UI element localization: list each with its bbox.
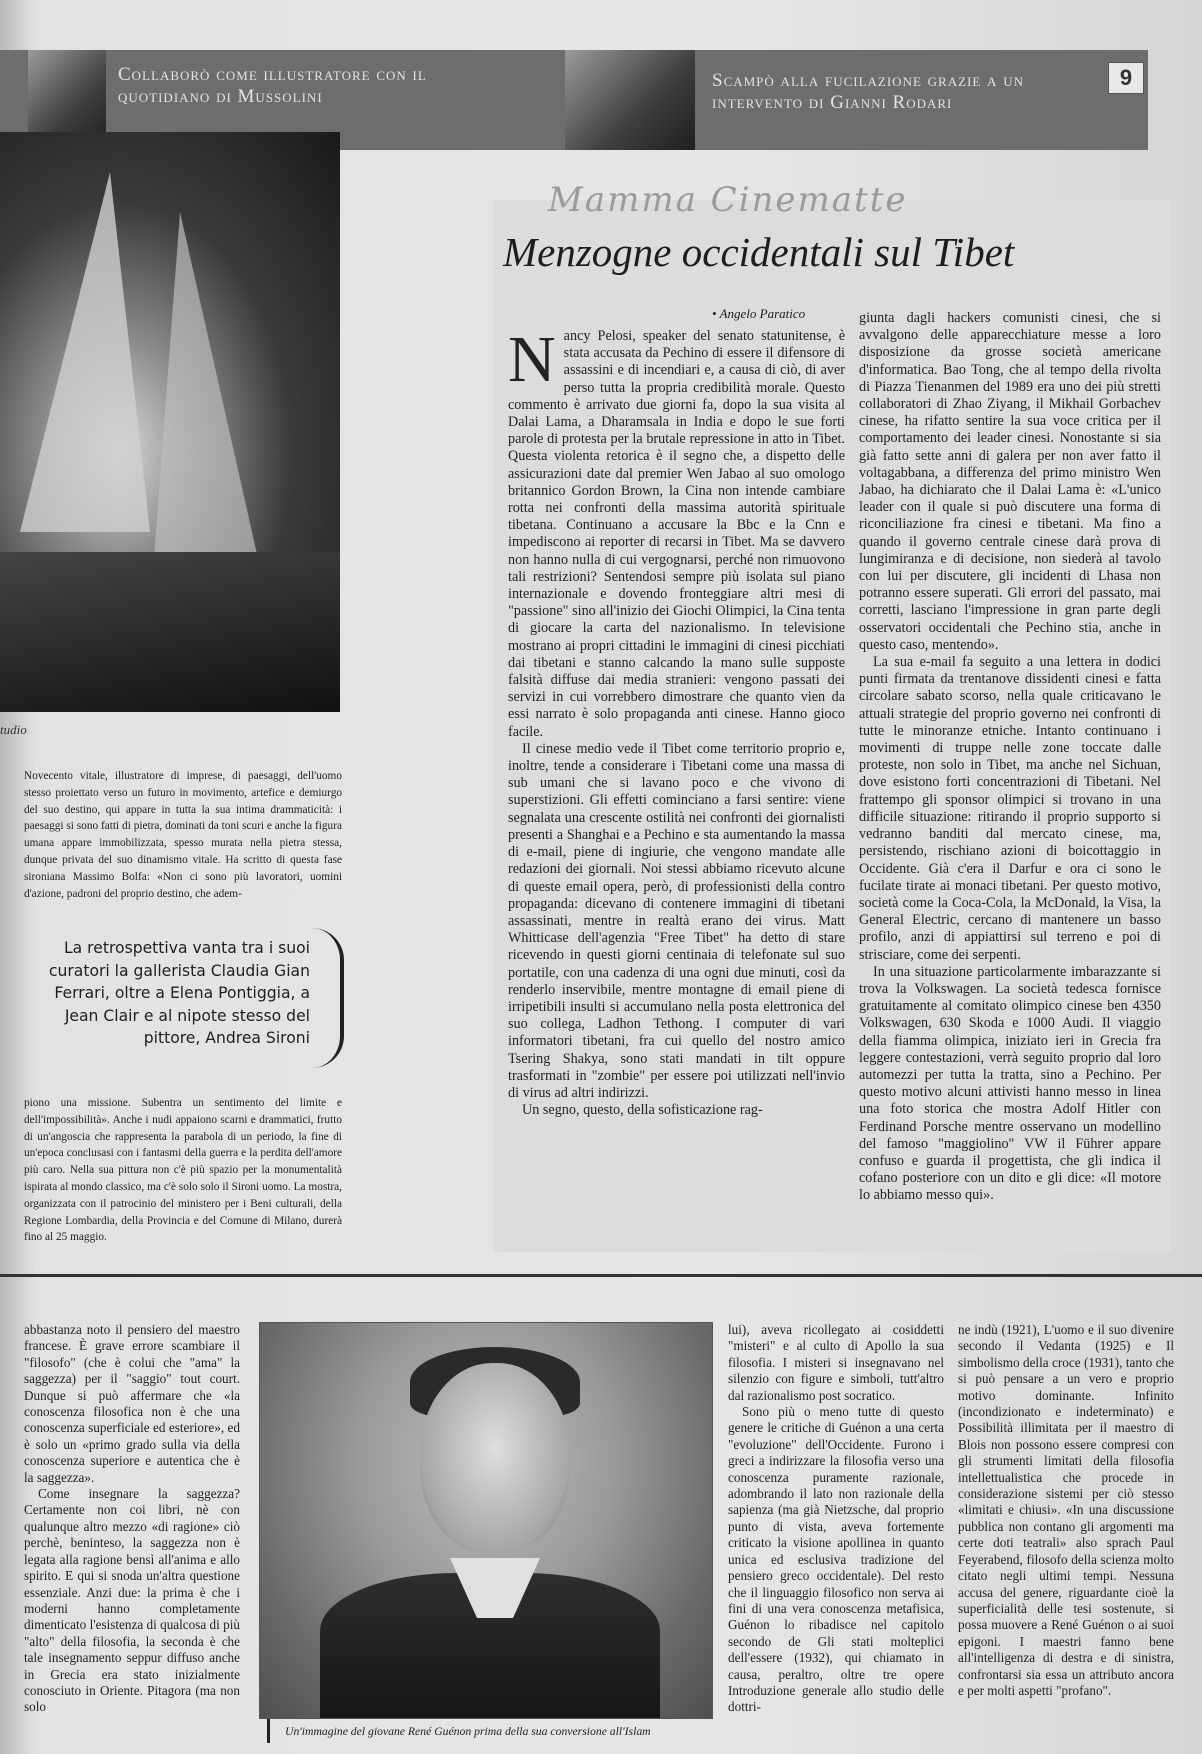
paragraph: abbastanza noto il pensiero del maestro francese. È grave errore scambiare il "filosofo" (che è colui che "ama" la saggezza) per il "saggio" tout court. Dunque si può affermare che «la conoscenza filosofica non è che una conoscenza superficiale ed esteriore», ed è solo un «primo grado sulla via della conoscenza superiore e autentica che è la saggezza». (24, 1322, 240, 1485)
pull-quote-brace (312, 928, 344, 1068)
article-headline: Menzogne occidentali sul Tibet (503, 229, 1015, 275)
guenon-column-3 (958, 1322, 1174, 1742)
paragraph: Nancy Pelosi, speaker del senato statunitense, è stata accusata da Pechino di essere il difensore di assassini e di incendiari e, a causa di ciò, di aver perso tutta la propria credibilità morale. Questo commento è arrivato due giorni fa, dopo la sua visita al Dalai Lama, a Dharamsala in India e dopo le sue forti parole di protesta per la brutale repressione in atto in Tibet. Questa violenta retorica è il segno che, a dispetto delle assicurazioni date dal premier Wen Jabao al suo omologo britannico Gordon Brown, la Cina non intende cambiare rotta nei confronti della massima autorità spirituale tibetana. Continuano a accusare la Bbc e la Cnn e impediscono ai reporter di recarsi in Tibet. Ma se davvero non hanno nulla di cui vergognarsi, perché non rimuovono tali restrizioni? Sentendosi sempre più isolata sul piano internazionale e dovendo fronteggiare altri mesi di "passione" sino all'inizio dei Giochi Olimpici, la Cina tenta di giocare la carta del nazionalismo. In televisione mostrano ai propri cittadini le immagini di cinesi picchiati dai tibetani e stanno calcando la mano sulle supposte falsità diffuse dai media stranieri: vengono passati dei servizi in cui vorrebbero dimostrare che quanto vien da essi narrato è solo propaganda anti cinese. Hanno gioco facile. (508, 328, 845, 740)
tibet-column-2 (859, 310, 1161, 1240)
article-byline: • Angelo Paratico (712, 306, 806, 321)
paragraph: Come insegnare la saggezza? Certamente non coi libri, nè con qualunque altro mezzo «di ragione» ciò perchè, beninteso, la saggezza non è legata alla ragione bensì all'anima e allo spirito. E qui si snoda un'altra questione essenziale. Anzi due: la prima è che i moderni hanno completamente dimenticato l'esistenza di qualcosa di più "alto" della filosofia, la seconda è che tale insegnamento seppur diffuso anche in Grecia era stato inizialmente conosciuto in Oriente. Pitagora (ma non solo (24, 1486, 240, 1715)
sironi-painting (0, 132, 340, 710)
header-left-text: Collaborò come illustratore con il quotidiano di Mussolini (118, 64, 427, 107)
paragraph: La sua e-mail fa seguito a una lettera in dodici punti firmata da trentanove dissidenti cinesi e fatta circolare sabato scorso, nella quale criticavano le attuali strategie del proprio governo nei confronti di tutte le minoranze etniche. Intanto continuano i movimenti di truppe nelle zone toccate dalle proteste, non solo in Tibet, ma anche nel Sichuan, dove esistono forti concentrazioni di Tibetani. Nel frattempo gli sponsor olimpici si trovano in una difficile situazione: ritirando il proprio supporto si vedranno banditi dal mercato cinese, ma, persistendo, rischiano azioni di boicottaggio in Occidente. Già c'era il Darfur e ora ci sono le fucilate tirate ai monaci tibetani. Per questo motivo, società come la Coca-Cola, la McDonald, la Visa, la General Electric, cercano di mantenere un basso profilo, anzi di appiattirsi sul terreno e poi di strisciare, come dei serpenti. (859, 654, 1161, 963)
section-divider (0, 1274, 1202, 1277)
paragraph: lui), aveva ricollegato ai cosiddetti "misteri" e al culto di Apollo la sua filosofia. I misteri si insegnavano nel silenzio con figure e simboli, tutt'altro dal razionalismo post socratico. (728, 1322, 944, 1403)
paragraph: Il cinese medio vede il Tibet come territorio proprio e, inoltre, tende a considerare i Tibetani come una massa di sub umani che si lavano poco e che vivono di superstizioni. Gli effetti cominciano a farsi sentire: viene segnalata una crescente ostilità nei confronti dei giornalisti presenti a Shanghai e a Pechino e sta aumentando la massa di e-mail, piene di ingiurie, che vengono mandate alle redazioni dei giornali. Noi stessi abbiamo ricevuto alcune di queste email opera, però, di professionisti della contro propaganda: dicevano di contenere immagini di tibetani assassinati, mentre in realtà erano dei virus. Matt Whitticase dell'agenzia "Free Tibet" ha detto di stare ricevendo in questi giorni centinaia di telefonate sul suo portatile, con una cadenza di una ogni due minuti, così da renderlo inservibile, mentre montagne di email piene di irripetibili insulti si accumulano nella posta elettronica del suo collega, Ladhon Tethong. I computer di vari informatori tibetani, fra cui quello del nostro amico Tsering Shakya, sono stati mandati in tilt oppure trasformati in "zombie" per essere poi utilizzati nell'invio di virus ad altri indirizzi. (508, 740, 845, 1101)
drop-cap: N (508, 328, 556, 396)
paragraph: Un segno, questo, della sofisticazione rag- (522, 1102, 763, 1119)
header-right-text: Scampò alla fucilazione grazie a un intervento di Gianni Rodari (712, 70, 1024, 113)
tibet-column-1 (508, 328, 845, 1238)
paragraph: ne indù (1921), L'uomo e il suo divenire secondo il Vedanta (1925) e Il simbolismo della croce (1931), tanto che si può pensare a un vero e proprio motivo dominante. Infinito (incondizionato e indeterminato) e Possibilità illimitata per il maestro di Blois non possono essere compresi con gli strumenti limitati della filosofia intellettualistica che procede in considerazione sistemi per ciò stesso «limitati e chiusi». «In una discussione pubblica non contano gli argomenti ma certe doti teatrali» also sprach Paul Feyerabend, filosofo della scienza molto citato negli ultimi tempi. Nessuna accusa del genere, riguardante cioè la superficialità delle tesi sostenute, si possa muovere a René Guénon o ai suoi epigoni. I maestri fanno bene all'intelligenza di destra e di sinistra, confrontarsi sia essa un attributo ancora e per molti aspetti "profano". (958, 1322, 1174, 1698)
caption-marker (267, 1719, 270, 1743)
guenon-column-2 (728, 1322, 944, 1742)
sironi-text-bottom: piono una missione. Subentra un sentimento del limite e dell'impossibilità». Anche i nudi appaiono scarni e drammatici, frutto di un'angoscia che rappresenta la parabola di un periodo, la fine di un'epoca conclusasi con i fantasmi della guerra e la perdita dell'amore più caro. Nella sua pittura non c'è più spazio per la monumentalità ispirata al mondo classico, ma c'è solo solo il Sironi uomo. La mostra, organizzata con il patrocinio del ministero per i Beni culturali, della Regione Lombardia, della Provincia e del Comune di Milano, durerà fino al 25 maggio. (24, 1097, 342, 1244)
paragraph: In una situazione particolarmente imbarazzante si trova la Volkswagen. La società tedesca fornisce gratuitamente al comitato olimpico cinese ben 4350 Volkswagen, 630 Skoda e 1000 Audi. Il viaggio della fiamma olimpica, iniziato ieri in Grecia fra leggere contestazioni, verrà seguito proprio dal loro automezzi per tutta la tratta, sino a Pechino. Per questo motivo alcuni attivisti hanno messo in linea una foto storica che mostra Adolf Hitler con Ferdinand Porsche mentre osservano un modellino del famoso "maggiolino" VW il Führer appare confuso e guarda il progettista, che gli indica il cofano posteriore con un dito e gli dice: «Il motore lo abbiamo messo qui». (859, 963, 1161, 1204)
guenon-column-1 (24, 1322, 240, 1742)
paragraph: Sono più o meno tutte di questo genere le critiche di Guénon a una certa "evoluzione" dell'Occidente. Furono i greci a indirizzare la filosofia verso una conoscenza puramente razionale, adombrando il lato non razionale della sapienza (ma già Nietzsche, dal proprio punto di vista, aveva fortemente criticato la visione apollinea in quanto unica ed esclusiva tradizione del pensiero greco occidentale). Del resto che il linguaggio filosofico non serva ai fini di una vera conoscenza metafisica, Guénon lo ribadisce nel capitolo secondo de Gli stati molteplici dell'essere (1932), qui chiamato in causa, peraltro, oltre tre opere Introduzione generale allo studio delle dottri- (728, 1404, 944, 1715)
paragraph: giunta dagli hackers comunisti cinesi, che si avvalgono delle apparecchiature messe a loro disposizione da grosse società americane d'informatica. Bao Tong, che al tempo della rivolta di Piazza Tienanmen del 1989 era uno dei più stretti collaboratori di Zhao Ziyang, il Mikhail Gorbachev cinese, ha rifatto sentire la sua voce critica per il comportamento dei leader cinesi. Nonostante si sia già fatto sette anni di galera per non aver fatto il voltagabbana, a differenza del primo ministro Wen Jabao, ha dichiarato che il Dalai Lama è: «L'unico leader con il quale si può discutere una forma di riconciliazione fra cinesi e tibetani. Ma fino a quando il governo centrale cinese darà prova di lungimiranza e di decisione, non siederà al tavolo con lui per discutere, gli incidenti di Lhasa non potranno essere superati. Gli errori del passato, mai corretti, lasciano l'impressione in gran parte degli osservatori occidentali che Pechino stia, anche in questo caso, mentendo». (859, 310, 1161, 653)
author-signature: Mamma Cinematte (548, 180, 908, 220)
header-portrait-right (565, 50, 695, 150)
pull-quote: La retrospettiva vanta tra i suoi curatori la gallerista Claudia Gian Ferrari, oltre a Elena Pontiggia, a Jean Clair e al nipote stesso del pittore, Andrea Sironi (48, 939, 310, 1048)
photo-caption: Un'immagine del giovane René Guénon prima della sua conversione all'Islam (285, 1725, 651, 1738)
page-number: 9 (1108, 62, 1144, 94)
guenon-portrait-photo (259, 1322, 713, 1719)
painting-caption: tudio (0, 722, 27, 737)
sironi-text-top: Novecento vitale, illustratore di imprese, di paesaggi, dell'uomo stesso proiettato verso un futuro in movimento, artefice e demiurgo del suo destino, qui appare in tutta la sua intima drammaticità: i paesaggi si sono fatti di pietra, dominati da toni scuri e anche la figura umana appare immobilizzata, spesso murata nella pietra stessa, dunque privata del suo dinamismo vitale. Ha scritto di questa fase sironiana Massimo Bolfa: «Non ci sono più lavoratori, uomini d'azione, padroni del proprio destino, che adem- (24, 770, 342, 900)
